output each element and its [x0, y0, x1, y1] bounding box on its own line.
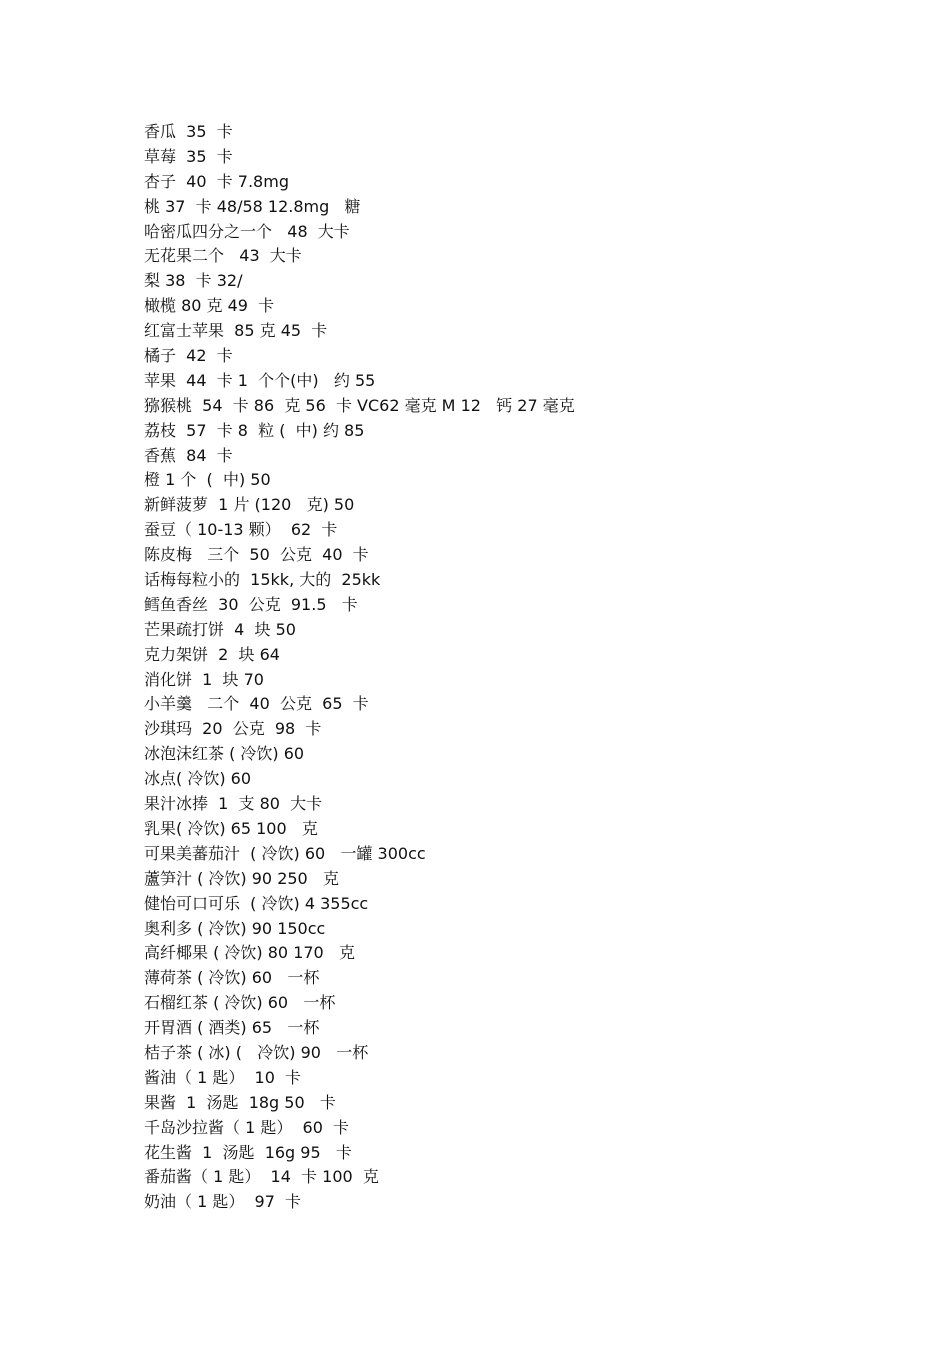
list-item: 小羊羹 二个 40 公克 65 卡: [144, 694, 369, 714]
list-item: 香瓜 35 卡: [144, 122, 233, 141]
list-item: 果汁冰捧 1 支 80 大卡: [144, 794, 323, 814]
list-item: 蚕豆（ 10-13 颗） 62 卡: [144, 520, 338, 540]
list-item: 薄荷茶 ( 冷饮) 60 一杯: [144, 968, 320, 988]
list-item: 番茄酱（ 1 匙） 14 卡 100 克: [144, 1167, 379, 1187]
list-item: 酱油（ 1 匙） 10 卡: [144, 1067, 302, 1087]
list-item: 奶油（ 1 匙） 97 卡: [144, 1192, 302, 1212]
list-item: 奥利多 ( 冷饮) 90 150cc: [144, 918, 326, 938]
list-item: 鳕鱼香丝 30 公克 91.5 卡: [144, 594, 358, 614]
list-item: 开胃酒 ( 酒类) 65 一杯: [144, 1018, 320, 1038]
list-item: 哈密瓜四分之一个 48 大卡: [144, 221, 350, 241]
list-item: 乳果( 冷饮) 65 100 克: [144, 818, 318, 838]
list-item: 桃 37 卡 48/58 12.8mg 糖: [144, 196, 361, 216]
list-item: 话梅每粒小的 15kk, 大的 25kk: [144, 570, 381, 590]
list-item: 桔子茶 ( 冰) ( 冷饮) 90 一杯: [144, 1042, 369, 1062]
calorie-list: [144, 120, 575, 1215]
list-item: 红富士苹果 85 克 45 卡: [144, 321, 328, 341]
list-item: 梨 38 卡 32/: [144, 271, 243, 291]
list-item: 橙 1 个 ( 中) 50: [144, 470, 271, 490]
list-item: 果酱 1 汤匙 18g 50 卡: [144, 1092, 336, 1112]
list-item: 蘆笋汁 ( 冷饮) 90 250 克: [144, 868, 339, 888]
list-item: 猕猴桃 54 卡 86 克 56 卡 VC62 毫克 M 12 钙 27 毫克: [144, 395, 575, 415]
list-item: 苹果 44 卡 1 个个(中) 约 55: [144, 370, 376, 390]
list-item: 消化饼 1 块 70: [144, 669, 264, 689]
list-item: 可果美蕃茄汁 ( 冷饮) 60 一罐 300cc: [144, 843, 426, 863]
list-item: 新鲜菠萝 1 片 (120 克) 50: [144, 495, 355, 515]
list-item: 橘子 42 卡: [144, 346, 233, 366]
list-item: 香蕉 84 卡: [144, 445, 233, 465]
list-item: 石榴红茶 ( 冷饮) 60 一杯: [144, 993, 336, 1013]
list-item: 橄榄 80 克 49 卡: [144, 296, 275, 316]
list-item: 千岛沙拉酱（ 1 匙） 60 卡: [144, 1117, 350, 1137]
list-item: 无花果二个 43 大卡: [144, 246, 302, 266]
list-item: 冰泡沫红茶 ( 冷饮) 60: [144, 744, 305, 764]
list-item: 荔枝 57 卡 8 粒 ( 中) 约 85: [144, 420, 365, 440]
list-item: 芒果疏打饼 4 块 50: [144, 619, 296, 639]
list-item: 冰点( 冷饮) 60: [144, 769, 252, 789]
list-item: 花生酱 1 汤匙 16g 95 卡: [144, 1142, 352, 1162]
list-item: 沙琪玛 20 公克 98 卡: [144, 719, 322, 739]
list-item: 草莓 35 卡: [144, 146, 233, 166]
list-item: 杏子 40 卡 7.8mg: [144, 171, 289, 191]
list-item: 高纤椰果 ( 冷饮) 80 170 克: [144, 943, 355, 963]
list-item: 克力架饼 2 块 64: [144, 644, 280, 664]
list-item: 陈皮梅 三个 50 公克 40 卡: [144, 545, 369, 565]
list-item: 健怡可口可乐 ( 冷饮) 4 355cc: [144, 893, 369, 913]
